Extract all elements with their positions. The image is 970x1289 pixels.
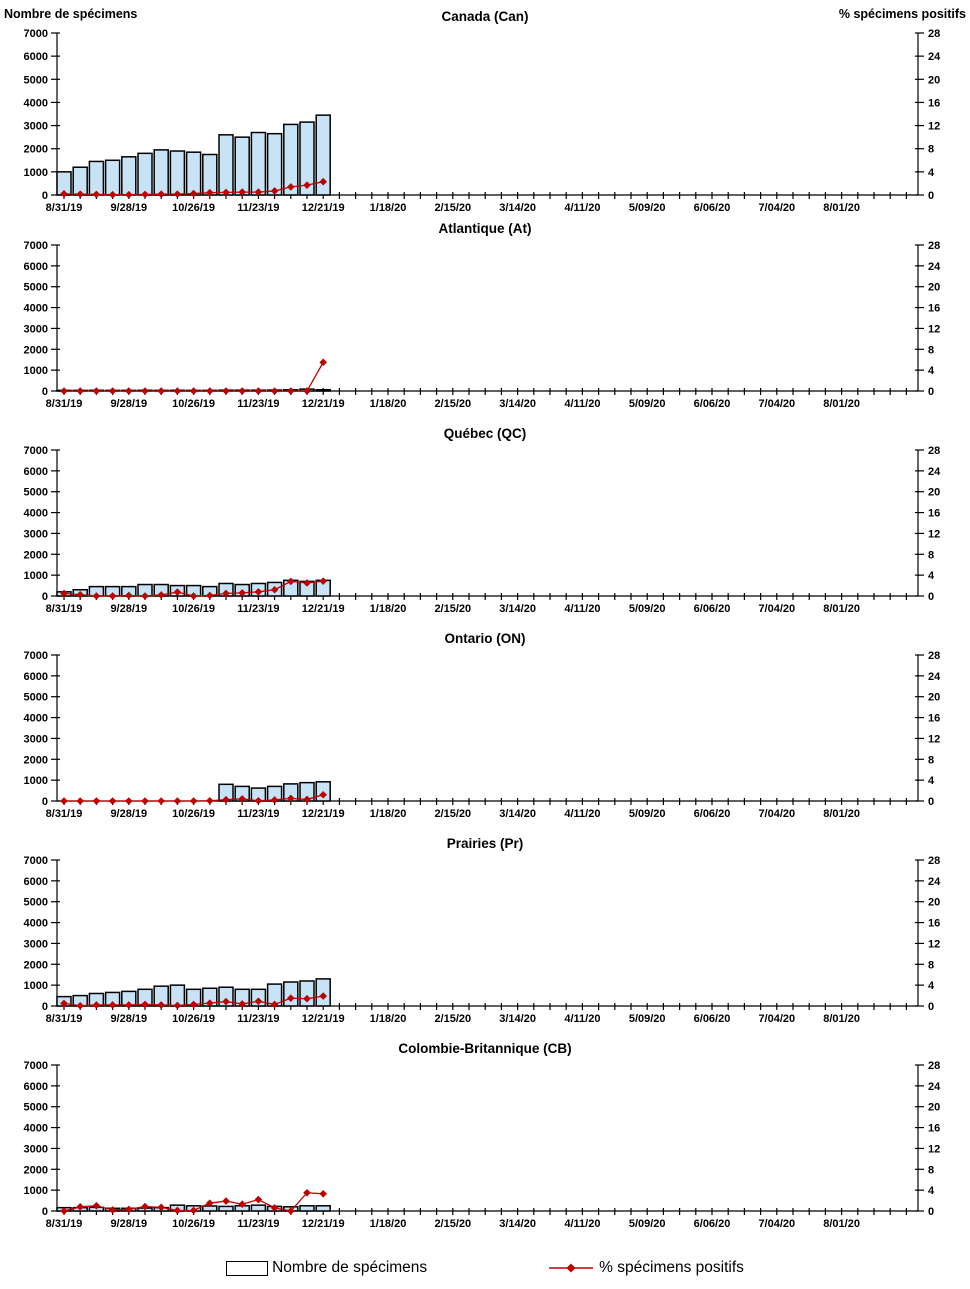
svg-text:8/01/20: 8/01/20 <box>823 808 860 820</box>
svg-text:16: 16 <box>928 917 941 930</box>
panel-title-prairies: Prairies (Pr) <box>446 836 524 851</box>
chart-canvas-quebec <box>0 445 970 623</box>
svg-text:0: 0 <box>41 1001 48 1013</box>
svg-text:5/09/20: 5/09/20 <box>628 808 666 820</box>
right-axis-title: % spécimens positifs <box>838 7 966 21</box>
svg-text:3/14/20: 3/14/20 <box>499 202 536 213</box>
svg-text:12/21/19: 12/21/19 <box>301 1218 345 1230</box>
svg-text:24: 24 <box>928 260 941 273</box>
panel-ontario <box>0 628 970 833</box>
svg-text:2/15/20: 2/15/20 <box>434 603 472 615</box>
svg-text:1/18/20: 1/18/20 <box>369 1218 407 1230</box>
panel-header-ontario <box>0 628 970 650</box>
svg-text:12/21/19: 12/21/19 <box>301 398 345 410</box>
svg-text:2/15/20: 2/15/20 <box>434 1218 472 1230</box>
svg-text:1000: 1000 <box>23 166 48 179</box>
svg-text:3000: 3000 <box>23 1143 48 1156</box>
svg-text:28: 28 <box>928 1060 941 1072</box>
chart-canvas-ontario <box>0 650 970 828</box>
svg-text:4000: 4000 <box>23 97 48 110</box>
svg-text:24: 24 <box>928 1080 941 1093</box>
svg-text:2000: 2000 <box>23 549 48 562</box>
svg-text:4: 4 <box>928 1185 935 1198</box>
svg-text:0: 0 <box>928 1206 935 1218</box>
svg-text:8/31/19: 8/31/19 <box>45 1013 83 1025</box>
svg-text:8/01/20: 8/01/20 <box>823 398 860 410</box>
legend-line-label: % spécimens positifs <box>599 1259 744 1276</box>
svg-text:7/04/20: 7/04/20 <box>758 808 796 820</box>
svg-text:6000: 6000 <box>23 51 48 64</box>
svg-text:2/15/20: 2/15/20 <box>434 202 472 213</box>
panel-header-prairies <box>0 833 970 855</box>
chart-canvas-prairies <box>0 855 970 1033</box>
svg-text:4/11/20: 4/11/20 <box>564 1218 601 1230</box>
svg-text:0: 0 <box>41 386 48 398</box>
svg-text:6/06/20: 6/06/20 <box>693 202 731 213</box>
svg-text:2/15/20: 2/15/20 <box>434 808 472 820</box>
svg-text:16: 16 <box>928 97 941 110</box>
svg-text:7000: 7000 <box>23 855 48 867</box>
svg-text:0: 0 <box>41 190 48 202</box>
svg-text:5000: 5000 <box>23 691 48 704</box>
svg-text:3/14/20: 3/14/20 <box>499 1013 536 1025</box>
svg-text:0: 0 <box>928 1001 935 1013</box>
svg-text:6/06/20: 6/06/20 <box>693 398 731 410</box>
panel-quebec <box>0 423 970 628</box>
chart-canvas-canada <box>0 28 970 213</box>
svg-text:8/31/19: 8/31/19 <box>45 398 83 410</box>
svg-text:10/26/19: 10/26/19 <box>172 603 216 615</box>
svg-text:4000: 4000 <box>23 302 48 315</box>
svg-text:10/26/19: 10/26/19 <box>172 1218 216 1230</box>
svg-text:4000: 4000 <box>23 507 48 520</box>
svg-text:1000: 1000 <box>23 570 48 583</box>
svg-text:10/26/19: 10/26/19 <box>172 202 216 213</box>
svg-text:7/04/20: 7/04/20 <box>758 202 796 213</box>
svg-text:7000: 7000 <box>23 650 48 662</box>
svg-text:4/11/20: 4/11/20 <box>564 398 601 410</box>
left-axis-title: Nombre de spécimens <box>4 7 138 21</box>
svg-text:8/01/20: 8/01/20 <box>823 603 860 615</box>
svg-text:12/21/19: 12/21/19 <box>301 603 345 615</box>
svg-text:6000: 6000 <box>23 1080 48 1093</box>
svg-text:8: 8 <box>928 1164 935 1177</box>
legend-bar-swatch <box>226 1261 268 1276</box>
svg-text:10/26/19: 10/26/19 <box>172 808 216 820</box>
svg-text:4000: 4000 <box>23 1122 48 1135</box>
svg-text:9/28/19: 9/28/19 <box>110 1218 148 1230</box>
svg-text:1000: 1000 <box>23 775 48 788</box>
svg-text:9/28/19: 9/28/19 <box>110 398 148 410</box>
svg-text:1/18/20: 1/18/20 <box>369 808 407 820</box>
svg-text:7000: 7000 <box>23 445 48 457</box>
svg-text:10/26/19: 10/26/19 <box>172 398 216 410</box>
panel-title-quebec: Québec (QC) <box>443 426 527 441</box>
panel-header-colombie-britannique <box>0 1038 970 1060</box>
panel-colombie-britannique <box>0 1038 970 1243</box>
svg-text:6000: 6000 <box>23 260 48 273</box>
svg-text:5/09/20: 5/09/20 <box>628 398 666 410</box>
svg-text:5000: 5000 <box>23 281 48 294</box>
legend-line-swatch-icon <box>547 1262 595 1274</box>
svg-text:8/01/20: 8/01/20 <box>823 1013 860 1025</box>
svg-text:1000: 1000 <box>23 365 48 378</box>
svg-text:16: 16 <box>928 507 941 520</box>
svg-text:4: 4 <box>928 570 935 583</box>
svg-text:2/15/20: 2/15/20 <box>434 1013 472 1025</box>
svg-text:12: 12 <box>928 938 941 951</box>
svg-text:6/06/20: 6/06/20 <box>693 1013 731 1025</box>
svg-text:3000: 3000 <box>23 733 48 746</box>
svg-text:28: 28 <box>928 240 941 252</box>
svg-text:2000: 2000 <box>23 959 48 972</box>
svg-text:8: 8 <box>928 143 935 156</box>
svg-text:5/09/20: 5/09/20 <box>628 202 666 213</box>
svg-text:9/28/19: 9/28/19 <box>110 202 148 213</box>
svg-text:3000: 3000 <box>23 323 48 336</box>
svg-text:2000: 2000 <box>23 1164 48 1177</box>
svg-text:9/28/19: 9/28/19 <box>110 603 148 615</box>
svg-text:8/31/19: 8/31/19 <box>45 1218 83 1230</box>
svg-text:8/31/19: 8/31/19 <box>45 202 83 213</box>
svg-text:7/04/20: 7/04/20 <box>758 1013 796 1025</box>
svg-text:0: 0 <box>928 386 935 398</box>
svg-text:0: 0 <box>41 1206 48 1218</box>
svg-text:3000: 3000 <box>23 120 48 133</box>
svg-text:4: 4 <box>928 980 935 993</box>
svg-text:12: 12 <box>928 323 941 336</box>
svg-text:7/04/20: 7/04/20 <box>758 398 796 410</box>
svg-text:8: 8 <box>928 344 935 357</box>
svg-text:1000: 1000 <box>23 1185 48 1198</box>
svg-text:12: 12 <box>928 528 941 541</box>
panel-header-canada <box>0 6 970 28</box>
svg-text:16: 16 <box>928 302 941 315</box>
svg-text:12: 12 <box>928 120 941 133</box>
svg-text:24: 24 <box>928 465 941 478</box>
svg-text:0: 0 <box>41 796 48 808</box>
svg-text:16: 16 <box>928 1122 941 1135</box>
svg-text:0: 0 <box>928 190 935 202</box>
svg-text:28: 28 <box>928 445 941 457</box>
svg-text:6/06/20: 6/06/20 <box>693 808 731 820</box>
svg-text:8/01/20: 8/01/20 <box>823 1218 860 1230</box>
panel-header-quebec <box>0 423 970 445</box>
svg-text:2/15/20: 2/15/20 <box>434 398 472 410</box>
svg-text:0: 0 <box>928 796 935 808</box>
svg-text:20: 20 <box>928 486 941 499</box>
panel-title-canada: Canada (Can) <box>441 9 529 24</box>
svg-text:4: 4 <box>928 365 935 378</box>
panel-prairies <box>0 833 970 1038</box>
svg-text:20: 20 <box>928 74 941 87</box>
panel-header-atlantique <box>0 218 970 240</box>
svg-text:6000: 6000 <box>23 875 48 888</box>
svg-text:5/09/20: 5/09/20 <box>628 1218 666 1230</box>
svg-text:12: 12 <box>928 733 941 746</box>
svg-text:7/04/20: 7/04/20 <box>758 603 796 615</box>
svg-text:11/23/19: 11/23/19 <box>237 202 280 213</box>
svg-text:28: 28 <box>928 650 941 662</box>
svg-text:5000: 5000 <box>23 1101 48 1114</box>
svg-text:20: 20 <box>928 896 941 909</box>
svg-text:1000: 1000 <box>23 980 48 993</box>
svg-text:3/14/20: 3/14/20 <box>499 1218 536 1230</box>
svg-text:5000: 5000 <box>23 486 48 499</box>
svg-text:0: 0 <box>41 591 48 603</box>
svg-text:7000: 7000 <box>23 240 48 252</box>
svg-text:28: 28 <box>928 855 941 867</box>
svg-text:8/01/20: 8/01/20 <box>823 202 860 213</box>
svg-text:6000: 6000 <box>23 670 48 683</box>
svg-text:8/31/19: 8/31/19 <box>45 603 83 615</box>
svg-text:5/09/20: 5/09/20 <box>628 1013 666 1025</box>
svg-text:1/18/20: 1/18/20 <box>369 1013 407 1025</box>
svg-text:4: 4 <box>928 166 935 179</box>
svg-text:0: 0 <box>928 591 935 603</box>
svg-text:3/14/20: 3/14/20 <box>499 808 536 820</box>
svg-text:1/18/20: 1/18/20 <box>369 398 407 410</box>
svg-text:12/21/19: 12/21/19 <box>301 1013 345 1025</box>
svg-text:9/28/19: 9/28/19 <box>110 1013 148 1025</box>
svg-text:1/18/20: 1/18/20 <box>369 202 407 213</box>
svg-text:11/23/19: 11/23/19 <box>237 1013 280 1025</box>
panel-title-atlantique: Atlantique (At) <box>438 221 532 236</box>
legend <box>0 1247 970 1289</box>
svg-text:16: 16 <box>928 712 941 725</box>
panel-title-ontario: Ontario (ON) <box>444 631 526 646</box>
svg-text:4/11/20: 4/11/20 <box>564 202 601 213</box>
svg-text:2000: 2000 <box>23 344 48 357</box>
svg-text:9/28/19: 9/28/19 <box>110 808 148 820</box>
svg-text:7/04/20: 7/04/20 <box>758 1218 796 1230</box>
svg-text:24: 24 <box>928 670 941 683</box>
svg-text:20: 20 <box>928 691 941 704</box>
svg-text:11/23/19: 11/23/19 <box>237 808 280 820</box>
svg-text:20: 20 <box>928 281 941 294</box>
svg-text:4000: 4000 <box>23 917 48 930</box>
svg-text:1/18/20: 1/18/20 <box>369 603 407 615</box>
svg-text:5000: 5000 <box>23 896 48 909</box>
svg-text:6000: 6000 <box>23 465 48 478</box>
svg-text:6/06/20: 6/06/20 <box>693 1218 731 1230</box>
svg-text:3/14/20: 3/14/20 <box>499 603 536 615</box>
svg-text:7000: 7000 <box>23 28 48 40</box>
chart-canvas-colombie-britannique <box>0 1060 970 1238</box>
svg-text:24: 24 <box>928 51 941 64</box>
panel-canada <box>0 6 970 218</box>
svg-text:6/06/20: 6/06/20 <box>693 603 731 615</box>
legend-bar-label: Nombre de spécimens <box>272 1259 428 1276</box>
svg-text:10/26/19: 10/26/19 <box>172 1013 216 1025</box>
svg-text:5000: 5000 <box>23 74 48 87</box>
svg-text:11/23/19: 11/23/19 <box>237 603 280 615</box>
svg-text:12: 12 <box>928 1143 941 1156</box>
svg-text:12/21/19: 12/21/19 <box>301 808 345 820</box>
svg-text:4: 4 <box>928 775 935 788</box>
svg-text:4/11/20: 4/11/20 <box>564 808 601 820</box>
svg-text:28: 28 <box>928 28 941 40</box>
svg-text:8: 8 <box>928 549 935 562</box>
svg-text:8: 8 <box>928 754 935 767</box>
svg-text:11/23/19: 11/23/19 <box>237 1218 280 1230</box>
legend-item-positifs <box>547 1259 744 1277</box>
legend-item-specimens <box>226 1259 427 1277</box>
svg-text:2000: 2000 <box>23 143 48 156</box>
svg-text:12/21/19: 12/21/19 <box>301 202 345 213</box>
chart-canvas-atlantique <box>0 240 970 418</box>
svg-text:4/11/20: 4/11/20 <box>564 603 601 615</box>
svg-text:7000: 7000 <box>23 1060 48 1072</box>
svg-text:4/11/20: 4/11/20 <box>564 1013 601 1025</box>
panel-title-colombie-britannique: Colombie-Britannique (CB) <box>398 1041 572 1056</box>
svg-text:3000: 3000 <box>23 938 48 951</box>
svg-text:11/23/19: 11/23/19 <box>237 398 280 410</box>
svg-text:3/14/20: 3/14/20 <box>499 398 536 410</box>
svg-text:20: 20 <box>928 1101 941 1114</box>
svg-text:5/09/20: 5/09/20 <box>628 603 666 615</box>
svg-text:3000: 3000 <box>23 528 48 541</box>
svg-text:8/31/19: 8/31/19 <box>45 808 83 820</box>
svg-text:8: 8 <box>928 959 935 972</box>
svg-text:4000: 4000 <box>23 712 48 725</box>
panel-atlantique <box>0 218 970 423</box>
svg-text:2000: 2000 <box>23 754 48 767</box>
svg-text:24: 24 <box>928 875 941 888</box>
